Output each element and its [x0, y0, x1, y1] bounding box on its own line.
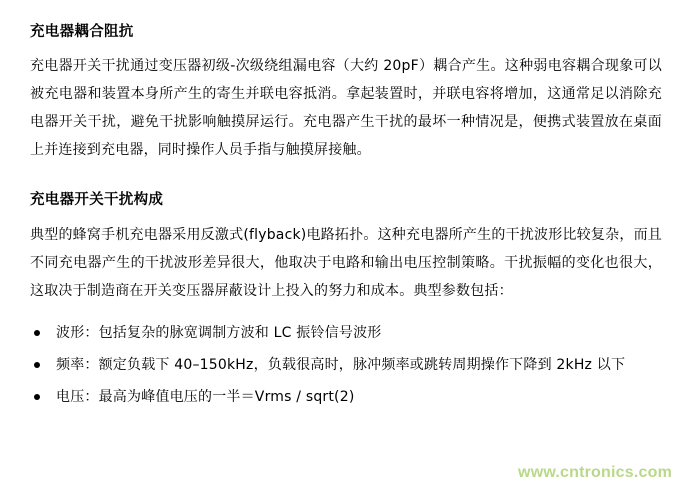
bullet-dot-icon: [34, 362, 40, 368]
list-item: [30, 351, 662, 379]
list-item-label: 波形：包括复杂的脉宽调制方波和 LC 振铃信号波形: [56, 324, 382, 341]
paragraph-charger-coupling-impedance: 充电器开关干扰通过变压器初级-次级绕组漏电容（大约 20pF）耦合产生。这种弱电容耦合现象可以被充电器和装置本身所产生的寄生并联电容抵消。拿起装置时，并联电容将增加，这通常足以消除充电器开关干扰，避免干扰影响触摸屏运行。充电器产生干扰的最坏一种情况是，便携式装置放在桌面上并连接到充电器，同时操作人员手指与触摸屏接触。: [30, 58, 662, 159]
list-item-label: 电压：最高为峰值电压的一半＝Vrms / sqrt(2): [56, 388, 355, 405]
list-item-label: 频率：额定负载下 40–150kHz，负载很高时，脉冲频率或跳转周期操作下降到 2kHz 以下: [56, 356, 626, 373]
parameter-list: [30, 319, 662, 411]
section-heading-charger-coupling-impedance: 充电器耦合阻抗: [30, 24, 134, 40]
watermark-text: www.cntronics.com: [518, 464, 672, 481]
bullet-dot-icon: [34, 394, 40, 400]
section-spacer: [30, 164, 662, 190]
list-spacer: [30, 305, 662, 319]
list-item: [30, 319, 662, 347]
bullet-dot-icon: [34, 330, 40, 336]
paragraph-charger-switching-noise: 典型的蜂窝手机充电器采用反激式(flyback)电路拓扑。这种充电器所产生的干扰波形比较复杂，而且不同充电器产生的干扰波形差异很大，他取决于电路和输出电压控制策略。干扰振幅的变化也很大，这取决于制造商在开关变压器屏蔽设计上投入的努力和成本。典型参数包括：: [30, 226, 662, 299]
list-item: [30, 383, 662, 411]
section-heading-charger-switching-noise: 充电器开关干扰构成: [30, 192, 164, 209]
